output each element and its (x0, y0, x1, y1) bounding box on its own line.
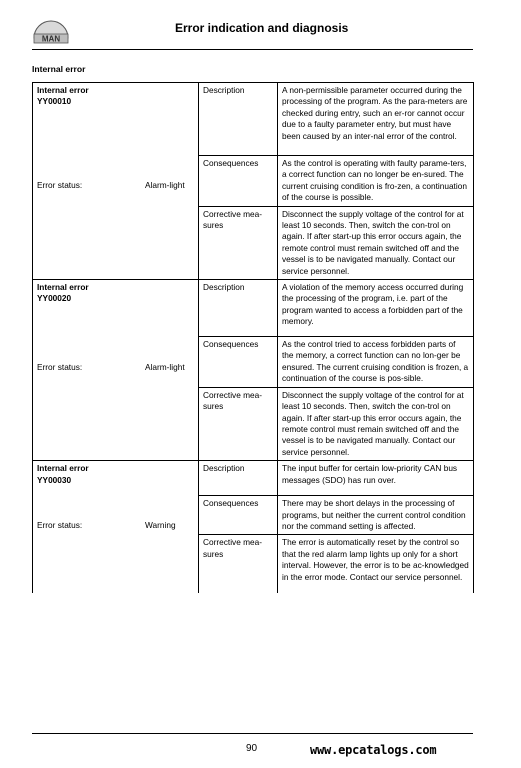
error-code: YY00030 (37, 474, 72, 485)
page-number: 90 (246, 743, 258, 754)
error-row (33, 461, 474, 496)
corrective-text: Disconnect the supply voltage of the control for at least 10 seconds. Then, switch the con-trol on again. If after start-up this error occurs again, the remote control must remain switched off and the vessel is to be navigated manually. Contact our service personnel. (278, 387, 474, 460)
consequences-text: There may be short delays in the processing of programs, but neither the current control condition nor the command setting is affected. (278, 496, 474, 535)
description-text: A non-permissible parameter occurred during the processing of the program. As the para-meters are checked during entry, such an er-ror cannot occur due to a faulty parameter entry, but must have been caused by an inter-nal error of the control. (278, 83, 474, 156)
description-label: Description (199, 83, 278, 156)
error-title: Internal error (37, 282, 89, 293)
error-status-value: Alarm-light (145, 362, 185, 373)
error-status-label: Error status: (37, 180, 83, 190)
corrective-label: Corrective mea-sures (199, 206, 278, 279)
error-status-value: Warning (145, 520, 176, 531)
error-table (32, 82, 474, 593)
description-text: The input buffer for certain low-priority CAN bus messages (SDO) has run over. (278, 461, 474, 496)
error-title: Internal error (37, 463, 89, 474)
header-divider (32, 49, 473, 50)
error-header-cell (33, 83, 199, 280)
error-status-label: Error status: (37, 362, 83, 373)
corrective-label: Corrective mea-sures (199, 387, 278, 460)
corrective-text: The error is automatically reset by the control so that the red alarm lamp lights up only for a short interval. However, the error is to be ac-knowledged in the error mode. Contact our service personnel. (278, 535, 474, 594)
man-logo (32, 16, 70, 46)
footer-divider (32, 733, 473, 734)
logo-text: MAN (41, 34, 61, 44)
consequences-label: Consequences (199, 337, 278, 388)
error-row (33, 83, 474, 156)
description-label: Description (199, 461, 278, 496)
website-url: www.epcatalogs.com (310, 743, 437, 757)
error-status-label: Error status: (37, 520, 83, 531)
document-title: Error indication and diagnosis (175, 21, 349, 35)
consequences-label: Consequences (199, 156, 278, 207)
description-label: Description (199, 280, 278, 337)
error-status-value: Alarm-light (145, 180, 185, 190)
error-code: YY00020 (37, 293, 72, 304)
error-code: YY00010 (37, 96, 72, 107)
corrective-text: Disconnect the supply voltage of the control for at least 10 seconds. Then, switch the con-trol on again. If after start-up this error occurs again, the remote control must remain switched off and the vessel is to be navigated manually. Contact our service personnel. (278, 206, 474, 279)
error-header-cell (33, 461, 199, 594)
description-text: A violation of the memory access occurred during the processing of the program, i.e. part of the program wanted to access a forbidden part of the memory. (278, 280, 474, 337)
consequences-label: Consequences (199, 496, 278, 535)
section-title: Internal error (32, 64, 86, 74)
error-title: Internal error (37, 85, 89, 95)
error-row (33, 280, 474, 337)
consequences-text: As the control tried to access forbidden parts of the memory, a correct function can no lon-ger be ensured. The current cruising condition is frozen, a continuation of the course is pos-sible. (278, 337, 474, 388)
consequences-text: As the control is operating with faulty parame-ters, a correct function can no longer be en-sured. The current cruising condition is fro-zen, a continuation of the course is possible. (278, 156, 474, 207)
error-header-cell (33, 280, 199, 461)
corrective-label: Corrective mea-sures (199, 535, 278, 594)
